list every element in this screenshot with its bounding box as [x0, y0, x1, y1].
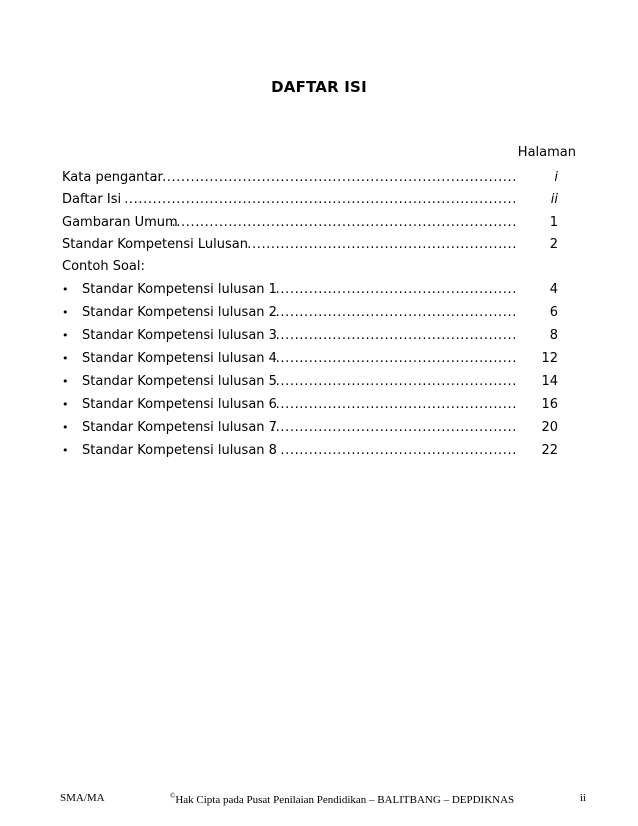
toc-leader-dots: .........................................................	[247, 237, 517, 252]
toc-entry-label: Contoh Soal:	[62, 259, 145, 274]
page-footer	[0, 792, 638, 812]
toc-entry-label: Standar Kompetensi lulusan 3	[82, 328, 277, 343]
toc-leader-dots: ...................................................	[275, 305, 517, 320]
page-title: DAFTAR ISI	[271, 78, 367, 96]
copyright-symbol: ©	[170, 792, 176, 800]
footer-copyright-text: Hak Cipta pada Pusat Penilaian Pendidikan – BALITBANG – DEPDIKNAS	[175, 794, 515, 806]
toc-leader-dots: ...................................................	[275, 282, 517, 297]
toc-leader-dots: ...................................................	[275, 328, 517, 343]
toc-leader-dots: ..................................................	[280, 443, 517, 458]
toc-page-number: 2	[549, 237, 558, 252]
toc-page-number: 20	[541, 420, 558, 435]
toc-leader-dots: ....................................................	[270, 420, 517, 435]
toc-page-number: 1	[549, 215, 558, 230]
bullet-icon: •	[62, 375, 69, 388]
toc-entry-label: Kata pengantar	[62, 170, 163, 185]
toc-entry-label: Standar Kompetensi lulusan 2	[82, 305, 277, 320]
toc-entry	[62, 213, 562, 233]
toc-entry	[62, 168, 562, 188]
toc-page-number: 4	[549, 282, 558, 297]
toc-entry	[62, 190, 562, 210]
toc-leader-dots: ...................................................................................	[124, 192, 517, 207]
toc-sub-entry	[62, 395, 562, 415]
toc-entry	[62, 235, 562, 255]
bullet-icon: •	[62, 283, 69, 296]
bullet-icon: •	[62, 329, 69, 342]
bullet-icon: •	[62, 398, 69, 411]
toc-entry-label: Standar Kompetensi lulusan 4	[82, 351, 277, 366]
toc-entry-label: Standar Kompetensi lulusan 5	[82, 374, 277, 389]
footer-copyright	[170, 792, 514, 806]
toc-page-number: 16	[541, 397, 558, 412]
toc-entry-label: Standar Kompetensi lulusan 7	[82, 420, 277, 435]
toc-entry-label: Standar Kompetensi lulusan 6	[82, 397, 277, 412]
toc-page-number: 14	[541, 374, 558, 389]
toc-page-number: i	[554, 170, 558, 185]
footer-page-number: ii	[579, 792, 586, 804]
footer-school-level: SMA/MA	[60, 792, 105, 804]
bullet-icon: •	[62, 444, 69, 457]
toc-sub-entry	[62, 418, 562, 438]
bullet-icon: •	[62, 352, 69, 365]
toc-page-number: 12	[541, 351, 558, 366]
toc-sub-entry	[62, 349, 562, 369]
toc-entry-label: Gambaran Umum	[62, 215, 178, 230]
toc-entry-label: Standar Kompetensi lulusan 1	[82, 282, 277, 297]
toc-sub-entry	[62, 372, 562, 392]
bullet-icon: •	[62, 421, 69, 434]
toc-entry-label: Standar Kompetensi lulusan 8	[82, 443, 277, 458]
toc-page-number: 22	[541, 443, 558, 458]
toc-sub-entry	[62, 280, 562, 300]
toc-leader-dots: ...................................................	[275, 351, 517, 366]
bullet-icon: •	[62, 306, 69, 319]
toc-page-number: ii	[550, 192, 558, 207]
page-column-header: Halaman	[517, 145, 576, 160]
toc-sub-entry	[62, 303, 562, 323]
toc-section-heading	[62, 257, 562, 277]
toc-leader-dots: .........................................................................	[171, 215, 517, 230]
toc-page-number: 6	[549, 305, 558, 320]
toc-leader-dots: ...................................................	[275, 397, 517, 412]
toc-sub-entry	[62, 441, 562, 461]
toc-entry-label: Daftar Isi	[62, 192, 122, 207]
toc-entry-label: Standar Kompetensi Lulusan	[62, 237, 248, 252]
toc-leader-dots: .............................................................................	[152, 170, 517, 185]
toc-sub-entry	[62, 326, 562, 346]
toc-leader-dots: ...................................................	[275, 374, 517, 389]
toc-page-number: 8	[549, 328, 558, 343]
